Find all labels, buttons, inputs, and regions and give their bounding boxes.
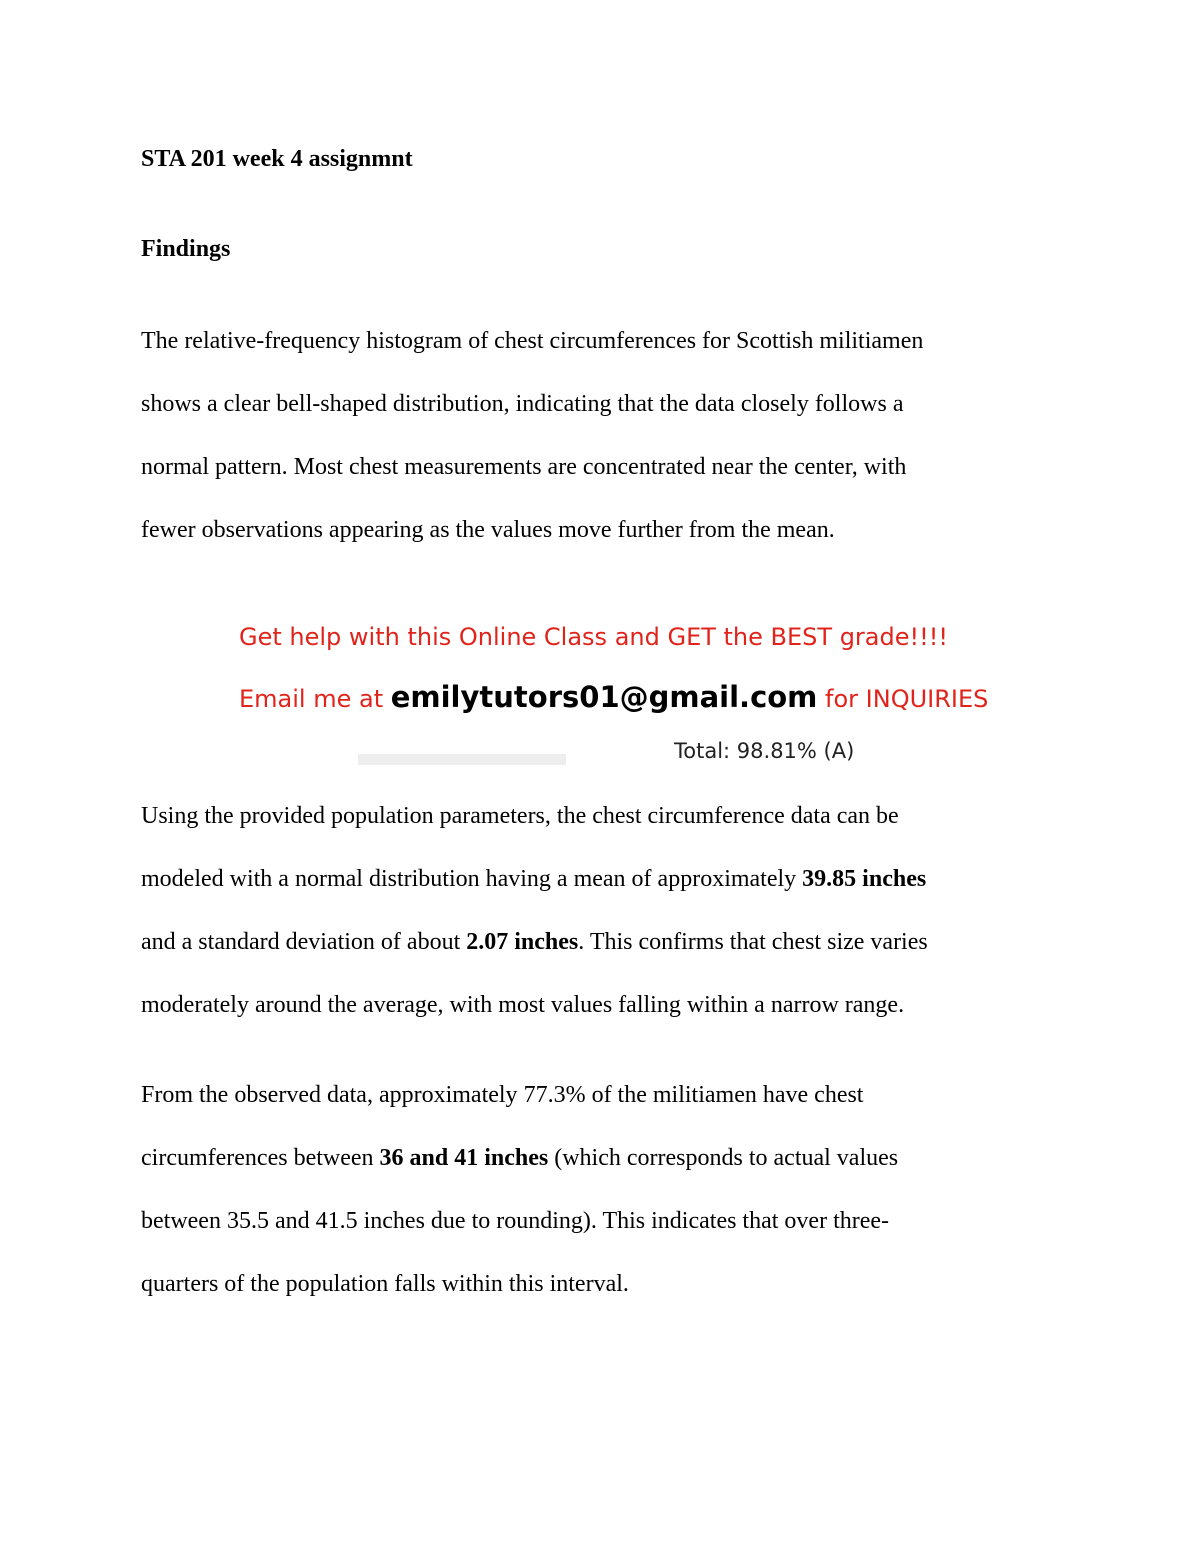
paragraph-line: quarters of the population falls within this interval. [141,1271,629,1297]
text-run: of the militiamen have chest [585,1082,864,1108]
text-run: (which corresponds to actual values [548,1145,899,1171]
text-run: and a standard deviation of about [141,929,467,955]
paragraph-line [141,1080,863,1110]
text-run: circumferences between [141,1145,380,1171]
std-dev-value: 2.07 inches [466,929,579,955]
paragraph-line [141,864,926,894]
paragraph-line: moderately around the average, with most values falling within a narrow range. [141,992,905,1018]
mean-value: 39.85 inches [802,866,927,892]
ad-headline: Get help with this Online Class and GET the BEST grade!!!! [239,623,948,651]
percent-value: 77.3% [523,1082,586,1108]
document-title: STA 201 week 4 assignmnt [141,146,413,172]
paragraph-line: normal pattern. Most chest measurements are concentrated near the center, with [141,454,907,480]
range-value: 36 and 41 inches [379,1145,549,1171]
grade-total: Total: 98.81% (A) [674,739,855,763]
paragraph-line: Using the provided population parameters, the chest circumference data can be [141,803,899,829]
paragraph-line: fewer observations appearing as the values move further from the mean. [141,517,835,543]
ad-contact-line [239,677,988,719]
text-run: From the observed data, approximately [141,1082,524,1108]
ad-email-address: emilytutors01@gmail.com [390,680,818,714]
grey-bar-decoration [358,754,566,765]
text-run: . This confirms that chest size varies [578,929,928,955]
ad-contact-suffix: for INQUIRIES [817,685,989,713]
paragraph-line [141,927,928,957]
section-heading: Findings [141,236,231,262]
paragraph-line: shows a clear bell-shaped distribution, indicating that the data closely follows a [141,391,904,417]
paragraph-line: between 35.5 and 41.5 inches due to rounding). This indicates that over three- [141,1208,890,1234]
paragraph-line [141,1143,898,1173]
paragraph-line: The relative-frequency histogram of chest circumferences for Scottish militiamen [141,328,924,354]
ad-contact-prefix: Email me at [239,685,391,713]
text-run: modeled with a normal distribution having a mean of approximately [141,866,803,892]
